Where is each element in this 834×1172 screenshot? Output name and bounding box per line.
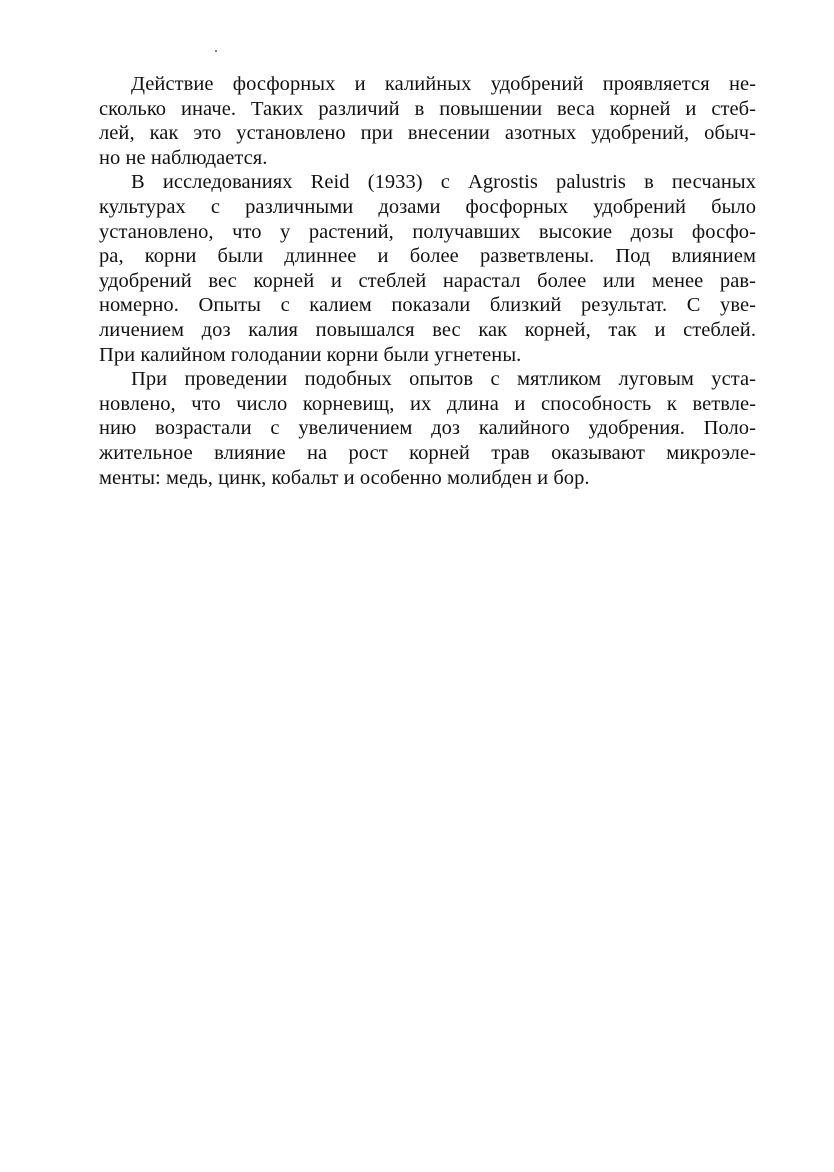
text-line: ра, корни были длиннее и более разветвлены. Под влиянием xyxy=(99,245,756,268)
text-line: удобрений вес корней и стеблей нарастал более или менее рав- xyxy=(99,269,756,292)
text-line: Действие фосфорных и калийных удобрений проявляется не- xyxy=(131,73,756,95)
scan-speck xyxy=(215,50,217,52)
text-line: менты: медь, цинк, кобальт и особенно молибден и бор. xyxy=(99,466,590,489)
text-line: личением доз калия повышался вес как корней, так и стеблей. xyxy=(99,318,756,341)
text-line: При калийном голодании корни были угнетены. xyxy=(99,343,522,366)
text-line: новлено, что число корневищ, их длина и способность к ветвле- xyxy=(99,392,756,415)
text-line: установлено, что у растений, получавших высокие дозы фосфо- xyxy=(99,220,756,243)
paragraph-2 xyxy=(99,170,756,367)
text-line: сколько иначе. Таких различий в повышении веса корней и стеб- xyxy=(99,97,756,120)
text-line: номерно. Опыты с калием показали близкий результат. С уве- xyxy=(99,294,756,317)
text-line: но не наблюдается. xyxy=(99,146,268,169)
text-line: лей, как это установлено при внесении азотных удобрений, обыч- xyxy=(99,122,756,145)
text-line: В исследованиях Reid (1933) с Agrostis palustris в песчаных xyxy=(131,171,756,194)
text-line: жительное влияние на рост корней трав оказывают микроэле- xyxy=(99,441,756,464)
paragraph-3 xyxy=(99,367,756,490)
text-line: культурах с различными дозами фосфорных удобрений было xyxy=(99,195,756,218)
paragraph-1 xyxy=(99,72,756,170)
text-line: нию возрастали с увеличением доз калийного удобрения. Поло- xyxy=(99,417,756,440)
text-line: При проведении подобных опытов с мятликом луговым уста- xyxy=(131,368,756,391)
body-text xyxy=(99,72,756,490)
